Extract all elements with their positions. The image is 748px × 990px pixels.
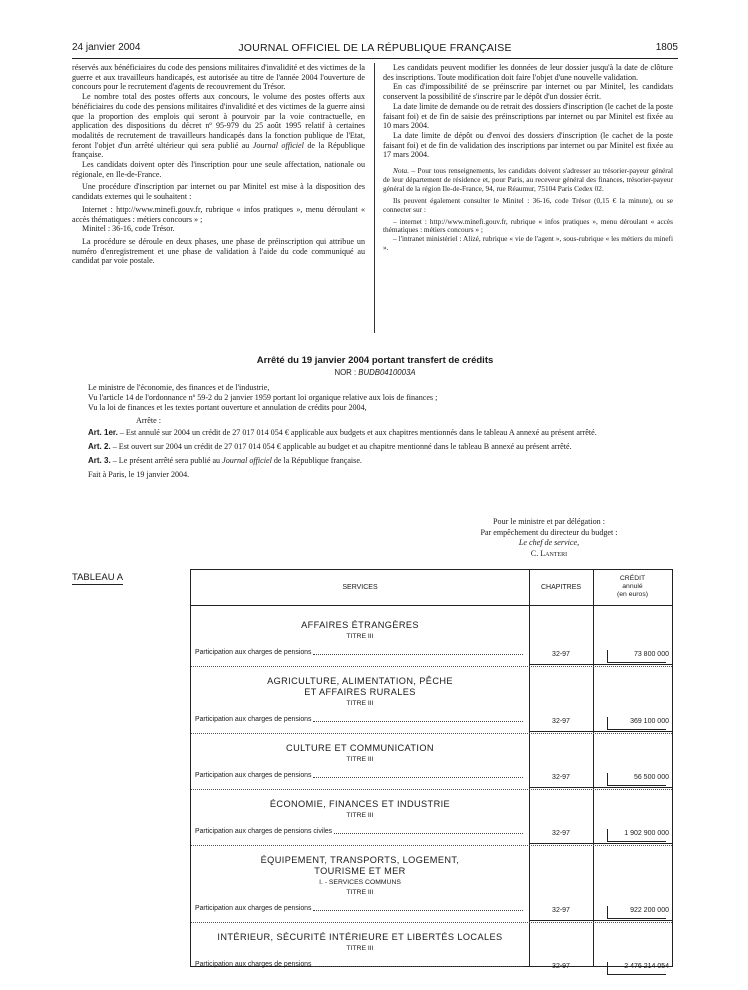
- col-header-chapitres: CHAPITRES: [540, 584, 582, 591]
- credit-amount: 922 200 000: [630, 907, 669, 914]
- nota-internet: – internet : http://www.minefi.gouv.fr, rubrique « infos pratiques », menu déroulant « accès thématiques : métiers concours » ;: [383, 216, 673, 235]
- credit-amount: 73 800 000: [633, 651, 669, 658]
- credit-header-line-1: CRÉDIT: [619, 575, 646, 582]
- article-3-text: – Le présent arrêté sera publié au: [110, 455, 223, 465]
- page-number: 1805: [655, 42, 678, 53]
- nor-label: NOR :: [334, 368, 359, 377]
- header-date: 24 janvier 2004: [72, 42, 141, 53]
- arrete-vu-2: Vu la loi de finances et les textes portant ouverture et annulation de crédits pour 2004,: [88, 402, 367, 412]
- amount-box: [607, 906, 666, 919]
- arrete-arrete: Arrête :: [136, 416, 161, 426]
- column-divider: [374, 63, 375, 333]
- section-dotted-rule: [191, 666, 672, 667]
- tableau-a-label: TABLEAU A: [72, 572, 124, 583]
- section-title: INTÉRIEUR, SÉCURITÉ INTÉRIEURE ET LIBERTÉS LOCALES: [217, 932, 503, 942]
- section-title: CULTURE ET COMMUNICATION: [286, 743, 434, 753]
- right-paragraph-1: Les candidats peuvent modifier les données de leur dossier jusqu'à la date de clôture des inscriptions. Toute modification doit faire l'objet d'une nouvelle validation.: [383, 63, 673, 82]
- tableau-a: [190, 569, 673, 970]
- header-rule: [72, 58, 678, 59]
- row-label-text: Participation aux charges de pensions: [195, 961, 312, 968]
- left-paragraph-4: Une procédure d'inscription par internet ou par Minitel est mise à la disposition des candidats externes qui le souhaitent :: [72, 182, 365, 202]
- row-label-text: Participation aux charges de pensions: [195, 716, 312, 723]
- credit-amount: 1 902 900 000: [624, 830, 669, 837]
- right-paragraph-3: La date limite de demande ou de retrait des dossiers d'inscription (le cachet de la poste faisant foi) et de fin de saisie des préinscriptions par internet ou par Minitel est fixée au 10 mars 2004.: [383, 101, 673, 131]
- section-rule: [529, 920, 672, 921]
- leader-dots: [313, 966, 523, 967]
- section-title: AFFAIRES ÉTRANGÈRES: [301, 620, 419, 630]
- article-3-label: Art. 3.: [88, 455, 111, 465]
- row-label-text: Participation aux charges de pensions civiles: [195, 828, 333, 835]
- arrete-title: Arrêté du 19 janvier 2004 portant transfert de crédits: [256, 355, 494, 366]
- credit-amount: 2 476 214 054: [624, 963, 669, 970]
- left-paragraph-5: Internet : http://www.minefi.gouv.fr, rubrique « infos pratiques », menu déroulant « accès thématiques : métiers concours » ;: [72, 204, 365, 224]
- leader-dots: [313, 777, 523, 778]
- article-3-journal: Journal officiel: [222, 455, 272, 465]
- section-rule: [529, 787, 672, 788]
- article-3-end: de la République française.: [271, 455, 362, 465]
- signature-name: C. Lanteri: [530, 548, 568, 558]
- left-paragraph-3: Les candidats doivent opter dès l'inscription pour une seule affectation, nationale ou régionale, en Ile-de-France.: [72, 160, 365, 179]
- chapter-number: 32-97: [552, 907, 570, 914]
- article-2-text: – Est ouvert sur 2004 un crédit de 27 017 014 054 € applicable au budget et au chapitre mentionné dans le tableau B annexé au présent arrêté.: [110, 441, 572, 451]
- left-paragraph-2-text: Le nombre total des postes offerts aux concours, le volume des postes offerts aux bénéficiaires du code des pensions militaires d'invalidité et des victimes de la guerre ainsi que la proportion des emplois qui seront à pourvoir par la voie contractuelle, en application des dispositions du décret nº 95-979 du 25 août 1995 relatif à certaines modalités de recrutement de travailleurs handicapés dans la fonction publique de l'Etat, feront l'objet d'un arrêté ultérieur qui sera publié au: [72, 92, 365, 150]
- section-dotted-rule: [191, 922, 672, 923]
- signature-block: [450, 517, 648, 559]
- row-label-text: Participation aux charges de pensions: [195, 905, 312, 912]
- section-subtitle: TITRE III: [346, 889, 374, 896]
- section-subtitle: TITRE III: [346, 812, 374, 819]
- chapter-number: 32-97: [552, 963, 570, 970]
- credit-amount: 369 100 000: [630, 718, 669, 725]
- credit-header-line-2: annulé: [622, 583, 643, 590]
- table-row-label: [195, 961, 523, 968]
- header-underline: [191, 605, 672, 606]
- col-header-credit: [593, 575, 672, 599]
- article-1: [88, 428, 670, 438]
- section-subtitle: TITRE III: [346, 945, 374, 952]
- section-dotted-rule: [191, 789, 672, 790]
- row-label-text: Participation aux charges de pensions: [195, 649, 312, 656]
- article-2-label: Art. 2.: [88, 441, 111, 451]
- section-subtitle: TITRE III: [346, 700, 374, 707]
- nota-label: Nota.: [393, 166, 410, 176]
- section-subtitle: TITRE III: [346, 633, 374, 640]
- left-column: [72, 63, 365, 266]
- amount-box: [607, 773, 666, 786]
- amount-box: [607, 962, 666, 975]
- leader-dots: [313, 721, 523, 722]
- fait-a-paris: Fait à Paris, le 19 janvier 2004.: [88, 469, 190, 479]
- table-row-label: [195, 905, 523, 912]
- leader-dots: [313, 910, 523, 911]
- section-dotted-rule: [191, 733, 672, 734]
- amount-box: [607, 650, 666, 663]
- right-column: [383, 63, 673, 253]
- nota-text: – Pour tous renseignements, les candidats doivent s'adresser au trésorier-payeur général de leur département de résidence et, pour Paris, au receveur général des finances, trésorier-payeur général de la région Ile-de-France, 94, rue Réaumur, 75104 Paris Cedex 02.: [383, 166, 673, 193]
- section-title: ÉQUIPEMENT, TRANSPORTS, LOGEMENT,: [260, 855, 460, 865]
- chapter-number: 32-97: [552, 774, 570, 781]
- table-row-label: [195, 772, 523, 779]
- section-rule: [529, 731, 672, 732]
- nor-code: BUDB0410003A: [358, 368, 416, 377]
- chapter-number: 32-97: [552, 651, 570, 658]
- section-subtitle: I. - SERVICES COMMUNS: [319, 879, 401, 886]
- table-row-label: [195, 649, 523, 656]
- section-rule: [529, 843, 672, 844]
- row-label-text: Participation aux charges de pensions: [195, 772, 312, 779]
- signature-line-1: Pour le ministre et par délégation :: [493, 517, 605, 526]
- section-title: ÉCONOMIE, FINANCES ET INDUSTRIE: [269, 799, 451, 809]
- arrete-minister: Le ministre de l'économie, des finances et de l'industrie,: [88, 383, 270, 392]
- arrete-body: [88, 383, 670, 479]
- right-paragraph-4: La date limite de dépôt ou d'envoi des dossiers d'inscription (le cachet de la poste faisant foi) et de fin de validation des inscriptions par internet ou par Minitel est fixée au 17 mars 2004.: [383, 130, 673, 160]
- chapter-number: 32-97: [552, 718, 570, 725]
- article-2: [88, 442, 670, 452]
- article-3: [88, 456, 670, 466]
- section-subtitle: TITRE III: [346, 756, 374, 763]
- table-row-label: [195, 716, 523, 723]
- right-paragraph-2: En cas d'impossibilité de se préinscrire par internet ou par Minitel, les candidats conservent la possibilité de s'inscrire par le dépôt d'un dossier écrit.: [383, 82, 673, 102]
- left-paragraph-6: Minitel : 36-16, code Trésor.: [82, 224, 175, 234]
- left-paragraph-2-end: de la République française.: [72, 140, 365, 160]
- table-row-label: [195, 828, 523, 835]
- leader-dots: [334, 833, 523, 834]
- journal-officiel-ref: Journal officiel: [252, 140, 304, 150]
- credit-header-line-3: (en euros): [617, 591, 648, 598]
- chapter-number: 32-97: [552, 830, 570, 837]
- article-1-label: Art. 1er.: [88, 428, 118, 438]
- section-title: AGRICULTURE, ALIMENTATION, PÊCHE: [267, 676, 453, 686]
- nota-intranet: – l'intranet ministériel : Alizé, rubrique « vie de l'agent », sous-rubrique « les métiers du minefi ».: [383, 234, 673, 253]
- arrete-nor: [72, 368, 678, 377]
- signature-line-3: Le chef de service,: [518, 538, 580, 548]
- amount-box: [607, 717, 666, 730]
- section-dotted-rule: [191, 845, 672, 846]
- journal-title: JOURNAL OFFICIEL DE LA RÉPUBLIQUE FRANÇAISE: [238, 42, 512, 54]
- amount-box: [607, 829, 666, 842]
- col-header-services: SERVICES: [342, 584, 378, 591]
- nota-paragraph: [383, 167, 673, 194]
- arrete-vu-1: Vu l'article 14 de l'ordonnance nº 59-2 du 2 janvier 1959 portant loi organique relative aux lois de finances ;: [88, 392, 438, 402]
- section-title: ET AFFAIRES RURALES: [304, 687, 416, 697]
- left-paragraph-2: [72, 92, 365, 160]
- credit-amount: 56 500 000: [633, 774, 669, 781]
- nota-minitel: Ils peuvent également consulter le Minitel : 36-16, code Trésor (0,15 € la minute), ou se connecter sur :: [383, 195, 673, 214]
- left-paragraph-1: réservés aux bénéficiaires du code des pensions militaires d'invalidité et des victimes de la guerre et aux travailleurs handicapés, est autorisée au titre de l'année 2004 l'ouverture de concours pour le recrutement d'agents de recouvrement du Trésor.: [72, 63, 365, 92]
- section-title: TOURISME ET MER: [314, 866, 406, 876]
- article-1-text: – Est annulé sur 2004 un crédit de 27 017 014 054 € applicable aux budgets et aux chapitres mentionnés dans le tableau A annexé au présent arrêté.: [117, 428, 597, 438]
- signature-line-2: Par empêchement du directeur du budget :: [480, 527, 618, 537]
- page-header: [72, 42, 678, 56]
- left-paragraph-7: La procédure se déroule en deux phases, une phase de préinscription qui attribue un numéro d'enregistrement et une phase de validation à l'aide du code communiqué au candidat par voie postale.: [72, 236, 365, 266]
- section-rule: [529, 664, 672, 665]
- leader-dots: [313, 654, 523, 655]
